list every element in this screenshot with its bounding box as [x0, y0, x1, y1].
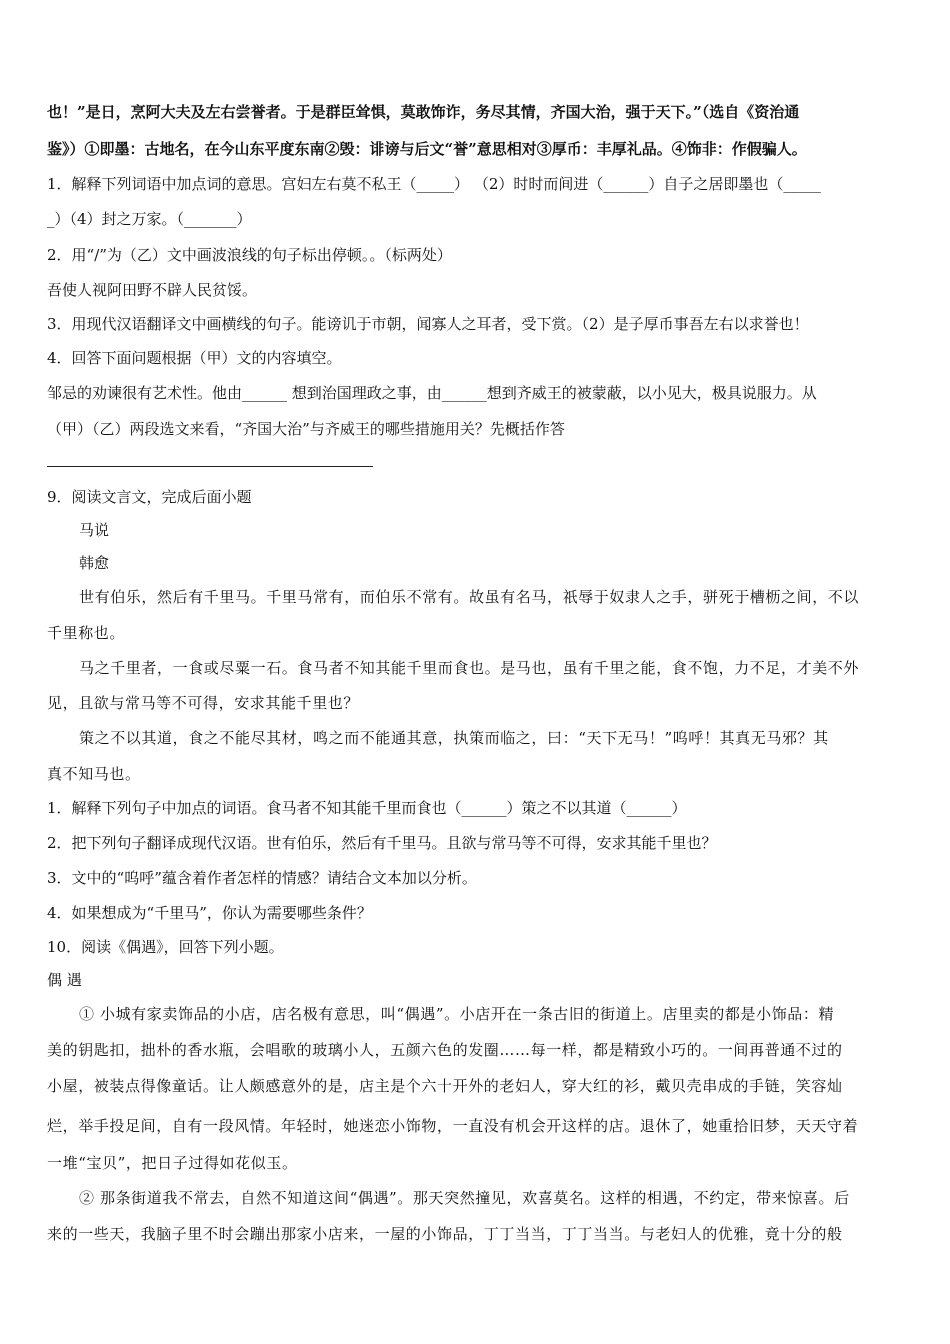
section-9-para-1: 世有伯乐，然后有千里马。千里马常有，而伯乐不常有。故虽有名马，祇辱于奴隶人之手，骈死于槽枥之间，不以	[79, 588, 860, 606]
prev-question-4: 4．回答下面问题根据（甲）文的内容填空。	[47, 349, 342, 367]
prev-question-2-sentence: 吾使人视阿田野不辟人民贫馁。	[47, 281, 258, 299]
section-9-title: 马说	[79, 521, 110, 539]
section-10-para-2: ② 那条街道我不常去，自然不知道这间“偶遇”。那天突然撞见，欢喜莫名。这样的相遇，不约定，带来惊喜。后	[79, 1189, 850, 1207]
section-10-heading: 10．阅读《偶遇》，回答下列小题。	[47, 938, 284, 956]
section-9-question-1: 1．解释下列句子中加点的词语。食马者不知其能千里而食也（______）策之不以其道（______）	[47, 799, 687, 817]
section-10-title: 偶 遇	[47, 971, 82, 989]
section-10-para-1-line-4: 烂，举手投足间，自有一段风情。年轻时，她迷恋小饰物，一直没有机会开这样的店。退休了，她重拾旧梦，天天守着	[47, 1117, 859, 1135]
section-9-para-1-cont: 千里称也。	[47, 624, 126, 642]
section-9-question-4: 4．如果想成为“千里马”，你认为需要哪些条件？	[47, 904, 372, 922]
section-9-question-3: 3．文中的“呜呼”蕴含着作者怎样的情感？请结合文本加以分析。	[47, 869, 477, 887]
answer-line	[47, 466, 373, 467]
section-9-para-3-cont: 真不知马也。	[47, 765, 141, 783]
prev-question-1-cont: _）（4）封之万家。（_______）	[47, 210, 252, 228]
section-10-para-1: ① 小城有家卖饰品的小店，店名极有意思，叫“偶遇”。小店开在一条古旧的街道上。店里卖的都是小饰品：精	[79, 1005, 835, 1023]
prev-question-3: 3．用现代汉语翻译文中画横线的句子。能谤讥于市朝，闻寡人之耳者，受下赏。（2）是子厚币事吾左右以求誉也！	[47, 315, 809, 333]
prev-question-4-fill: 邹忌的劝谏很有艺术性。他由______ 想到治国理政之事，由______想到齐威王的被蒙蔽，以小见大，极具说服力。从	[47, 384, 817, 402]
prev-question-2: 2．用“/”为（乙）文中画波浪线的句子标出停顿。。（标两处）	[47, 246, 452, 264]
section-9-author: 韩愈	[79, 554, 110, 572]
prev-question-4-fill-cont: （甲）（乙）两段选文来看，“齐国大治”与齐威王的哪些措施用关？先概括作答	[47, 420, 565, 438]
prev-passage-notes: 鉴》）①即墨：古地名，在今山东平度东南②毁：诽谤与后文“誉”意思相对③厚币：丰厚礼品。④饰非：作假骗人。	[47, 140, 807, 158]
section-9-question-2: 2．把下列句子翻译成现代汉语。世有伯乐，然后有千里马。且欲与常马等不可得，安求其能千里也？	[47, 834, 717, 852]
prev-passage-line-1: 也！”是日，烹阿大夫及左右尝誉者。于是群臣耸惧，莫敢饰诈，务尽其情，齐国大治，强于天下。”（选自《资治通	[47, 103, 800, 121]
section-9-para-2-cont: 见，且欲与常马等不可得，安求其能千里也？	[47, 694, 360, 712]
section-9-heading: 9．阅读文言文，完成后面小题	[47, 488, 252, 506]
section-10-para-1-line-2: 美的钥匙扣，拙朴的香水瓶，会唱歌的玻璃小人，五颜六色的发圈……每一样，都是精致小巧的。一间再普通不过的	[47, 1041, 843, 1059]
section-9-para-3: 策之不以其道，食之不能尽其材，鸣之而不能通其意，执策而临之，曰：“天下无马！”呜呼！其真无马邪？其	[79, 729, 829, 747]
section-9-para-2: 马之千里者，一食或尽粟一石。食马者不知其能千里而食也。是马也，虽有千里之能，食不饱，力不足，才美不外	[79, 659, 860, 677]
section-10-para-1-line-5: 一堆“宝贝”，把日子过得如花似玉。	[47, 1154, 298, 1172]
prev-question-1: 1．解释下列词语中加点词的意思。宫妇左右莫不私王（_____） （2）时时而间进（______）自子之居即墨也（_____	[47, 175, 821, 193]
section-10-para-2-line-2: 来的一些天，我脑子里不时会蹦出那家小店来，一屋的小饰品，丁丁当当，丁丁当当。与老妇人的优雅，竟十分的般	[47, 1225, 843, 1243]
section-10-para-1-line-3: 小屋，被装点得像童话。让人颇感意外的是，店主是个六十开外的老妇人，穿大红的衫，戴贝壳串成的手链，笑容灿	[47, 1077, 843, 1095]
